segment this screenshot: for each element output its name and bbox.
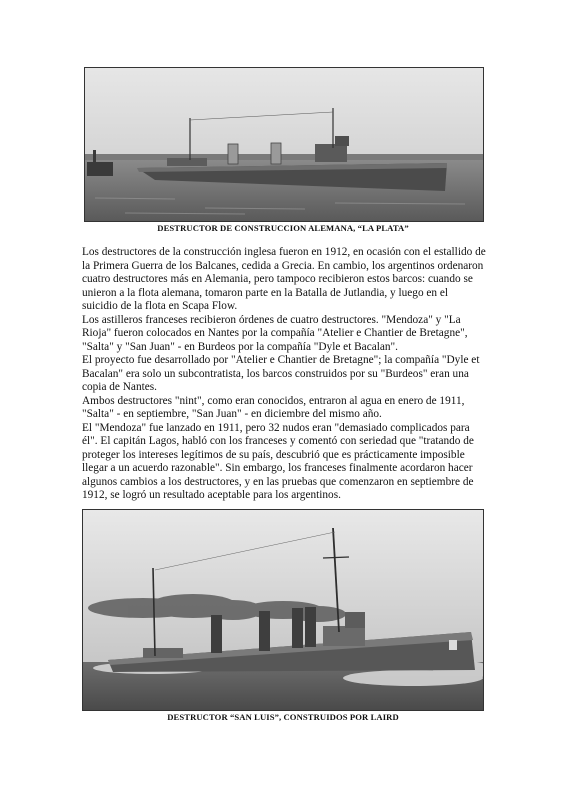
ship-photo-san-luis [83,510,483,710]
paragraph-1: Los destructores de la construcción inglesa fueron en 1912, en ocasión con el estallido de la Primera Guerra de los Balcanes, cedida a Grecia. En cambio, los argentinos ordenaron cuatro destructores más en Alemania, pero tampoco recibieron estos barcos: cuando se unieron a la flota alemana, tomaron parte en la Batalla de Jutlandia, y luego en el suicidio de la flota en Scapa Flow. [82,246,486,312]
paragraph-2: Los astilleros franceses recibieron órdenes de cuatro destructores. "Mendoza" y "La Rioja" fueron colocados en Nantes por la compañía "Atelier e Chantier de Bretagne", "Salta" y "San Juan" - en Burdeos por la compañía "Dyle et Bacalan". [82,313,468,353]
paragraph-3: El proyecto fue desarrollado por "Atelier e Chantier de Bretagne"; la compañía "Dyle et Bacalan" era solo un subcontratista, los barcos construidos por su "Burdeos" eran una copia de Nantes. [82,354,480,393]
figure-caption-san-luis: DESTRUCTOR “SAN LUIS”, CONSTRUIDOS POR LAIRD [167,712,399,722]
figure-caption-la-plata: DESTRUCTOR DE CONSTRUCCION ALEMANA, “LA PLATA” [157,223,409,233]
photo-destroyer-la-plata [84,67,484,222]
article-body [82,246,486,503]
photo-destroyer-san-luis [82,509,484,711]
paragraph-5: El "Mendoza" fue lanzado en 1911, pero 32 nudos eran "demasiado complicados para él". El capitán Lagos, habló con los franceses y comentó con seriedad que "tratando de proteger los intereses legítimos de su país, descubrió que es prácticamente imposible llegar a un acuerdo razonable". Sin embargo, los franceses finalmente acordaron hacer algunos cambios a los destructores, y en las pruebas que comenzaron en septiembre de 1912, se logró un resultado aceptable para los argentinos. [82,421,474,501]
paragraph-4: Ambos destructores "nint", como eran conocidos, entraron al agua en enero de 1911, "Salta" - en septiembre, "San Juan" - en diciembre del mismo año. [82,394,465,420]
ship-photo-la-plata [85,68,483,221]
